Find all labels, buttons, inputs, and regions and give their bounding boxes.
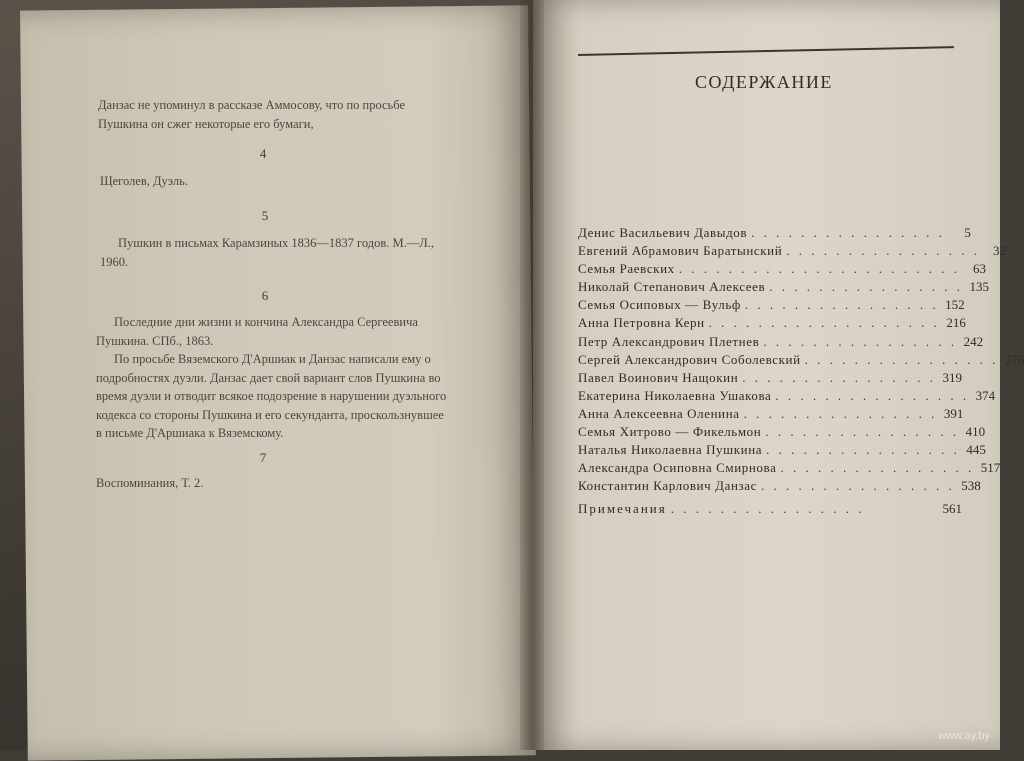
toc-entry-name: Анна Петровна Керн [578,315,705,331]
note-line: Последние дни жизни и кончина Александра Сергеевича [114,315,418,329]
toc-entry-notes[interactable] [578,500,962,518]
watermark: www.ay.by [938,730,990,742]
toc-entry-name: Екатерина Николаевна Ушакова [578,387,772,403]
toc-entry[interactable] [578,405,962,423]
toc-entry-name: Александра Осиповна Смирнова [578,460,777,476]
toc-entry-page: 538 [961,478,981,494]
toc-entry-name: Сергей Александрович Соболевский [578,351,801,367]
toc-leader: . . . . . . . . . . . . . . . . . . . [708,315,940,331]
toc-entry[interactable] [578,296,965,314]
toc-entry-name: Николай Степанович Алексеев [578,279,766,295]
note-line: время дуэли и отводит всякое подозрение в нарушении дуэльного [96,389,447,403]
toc-entry[interactable] [578,260,987,278]
toc-entry[interactable] [578,369,962,387]
note-line: Данзас не упоминул в рассказе Аммосову, что по просьбе [98,98,406,112]
toc-entry-name: Анна Алексеевна Оленина [578,405,740,421]
note-number: 5 [261,208,269,223]
toc-entry-page: 410 [965,424,986,440]
toc-leader: . . . . . . . . . . . . . . . . [743,405,938,421]
toc-entry-name: Наталья Николаевна Пушкина [578,442,763,458]
toc-entry-page: 276 [1004,351,1024,367]
toc-entry-name: Семья Раевских [578,261,675,277]
toc-entry[interactable] [578,477,981,495]
toc-entry[interactable] [578,314,966,332]
toc-entry-name: Семья Хитрово — Фикельмон [578,424,762,440]
toc-entry-name: Константин Карлович Данзас [578,478,758,494]
toc-leader: . . . . . . . . . . . . . . . . [780,460,975,476]
toc-leader: . . . . . . . . . . . . . . . . [670,501,865,517]
toc-entry[interactable] [578,333,984,351]
toc-leader: . . . . . . . . . . . . . . . . . . . . . . . [678,261,961,277]
toc-entry[interactable] [578,459,1001,477]
toc-entry[interactable] [578,242,1007,260]
header-rule [578,46,954,56]
note-line: кодекса со стороны Пушкина и его секунданта, проскользнувшее [96,407,444,422]
note-line: По просьбе Вяземского Д'Аршиак и Данзас написали ему о [114,352,431,366]
toc-entry-name: Семья Осиповых — Вульф [578,297,741,313]
toc-entry[interactable] [578,224,971,242]
toc-entry[interactable] [578,278,990,296]
toc-entry-page: 391 [943,405,964,421]
toc-entry[interactable] [578,423,986,441]
toc-leader: . . . . . . . . . . . . . . . . [769,279,964,295]
toc-leader: . . . . . . . . . . . . . . . . [775,387,970,403]
note-line: Щеголев, Дуэль. [100,174,188,188]
toc-entry-page: 561 [942,501,962,517]
toc-entry[interactable] [578,351,1024,369]
toc-entry-name: Петр Александрович Плетнев [578,333,760,349]
toc-leader: . . . . . . . . . . . . . . . . [765,424,960,440]
toc-entry-page: 445 [966,442,986,458]
toc-leader: . . . . . . . . . . . . . . . . [751,225,945,240]
note-line: Пушкина он сжег некоторые его бумаги, [98,117,314,131]
note-line: Воспоминания, Т. 2. [96,476,204,490]
toc-entry-page: 152 [945,297,965,313]
toc-entry-page: 32 [993,243,1007,259]
toc-leader: . . . . . . . . . . . . . . . . [761,478,955,494]
note-line: Пушкин в письмах Карамзиных 1836—1837 годов. М.—Л., [118,236,434,250]
toc-entry-name: Павел Воинович Нащокин [578,369,739,385]
note-number: 6 [261,288,269,303]
toc-entry-page: 63 [973,261,987,277]
toc-entry[interactable] [578,441,986,459]
toc-leader: . . . . . . . . . . . . . . . . [744,297,939,313]
toc-leader: . . . . . . . . . . . . . . . . [766,442,960,458]
note-line: 1960. [100,255,129,269]
note-number: 7 [259,450,267,465]
note-number: 4 [259,146,267,161]
toc-entry-page: 216 [946,315,966,331]
contents-heading: СОДЕРЖАНИЕ [695,72,833,92]
toc-entry-name: Примечания [578,501,667,517]
note-line: в письме Д'Аршиака к Вяземскому. [96,426,284,440]
toc-entry[interactable] [578,387,996,405]
toc-leader: . . . . . . . . . . . . . . . . [786,243,981,259]
toc-entry-page: 319 [942,369,963,385]
toc-entry-page: 517 [980,460,1001,476]
toc-entry-name: Евгений Абрамович Баратынский [578,243,783,259]
note-line: подробностях дуэли. Данзас дает свой вариант слов Пушкина во [96,370,441,385]
toc-entry-page: 135 [969,279,990,295]
toc-leader: . . . . . . . . . . . . . . . . [742,369,937,385]
toc-leader: . . . . . . . . . . . . . . . . [763,333,958,349]
toc-leader: . . . . . . . . . . . . . . . . [804,351,999,367]
toc-entry-page: 242 [963,333,984,349]
toc-entry-name: Денис Васильевич Давыдов [578,225,748,240]
toc-entry-page: 5 [964,225,971,240]
toc-entry-page: 374 [975,387,996,403]
table-of-contents [578,224,1024,519]
note-line: Пушкина. СПб., 1863. [96,333,214,348]
